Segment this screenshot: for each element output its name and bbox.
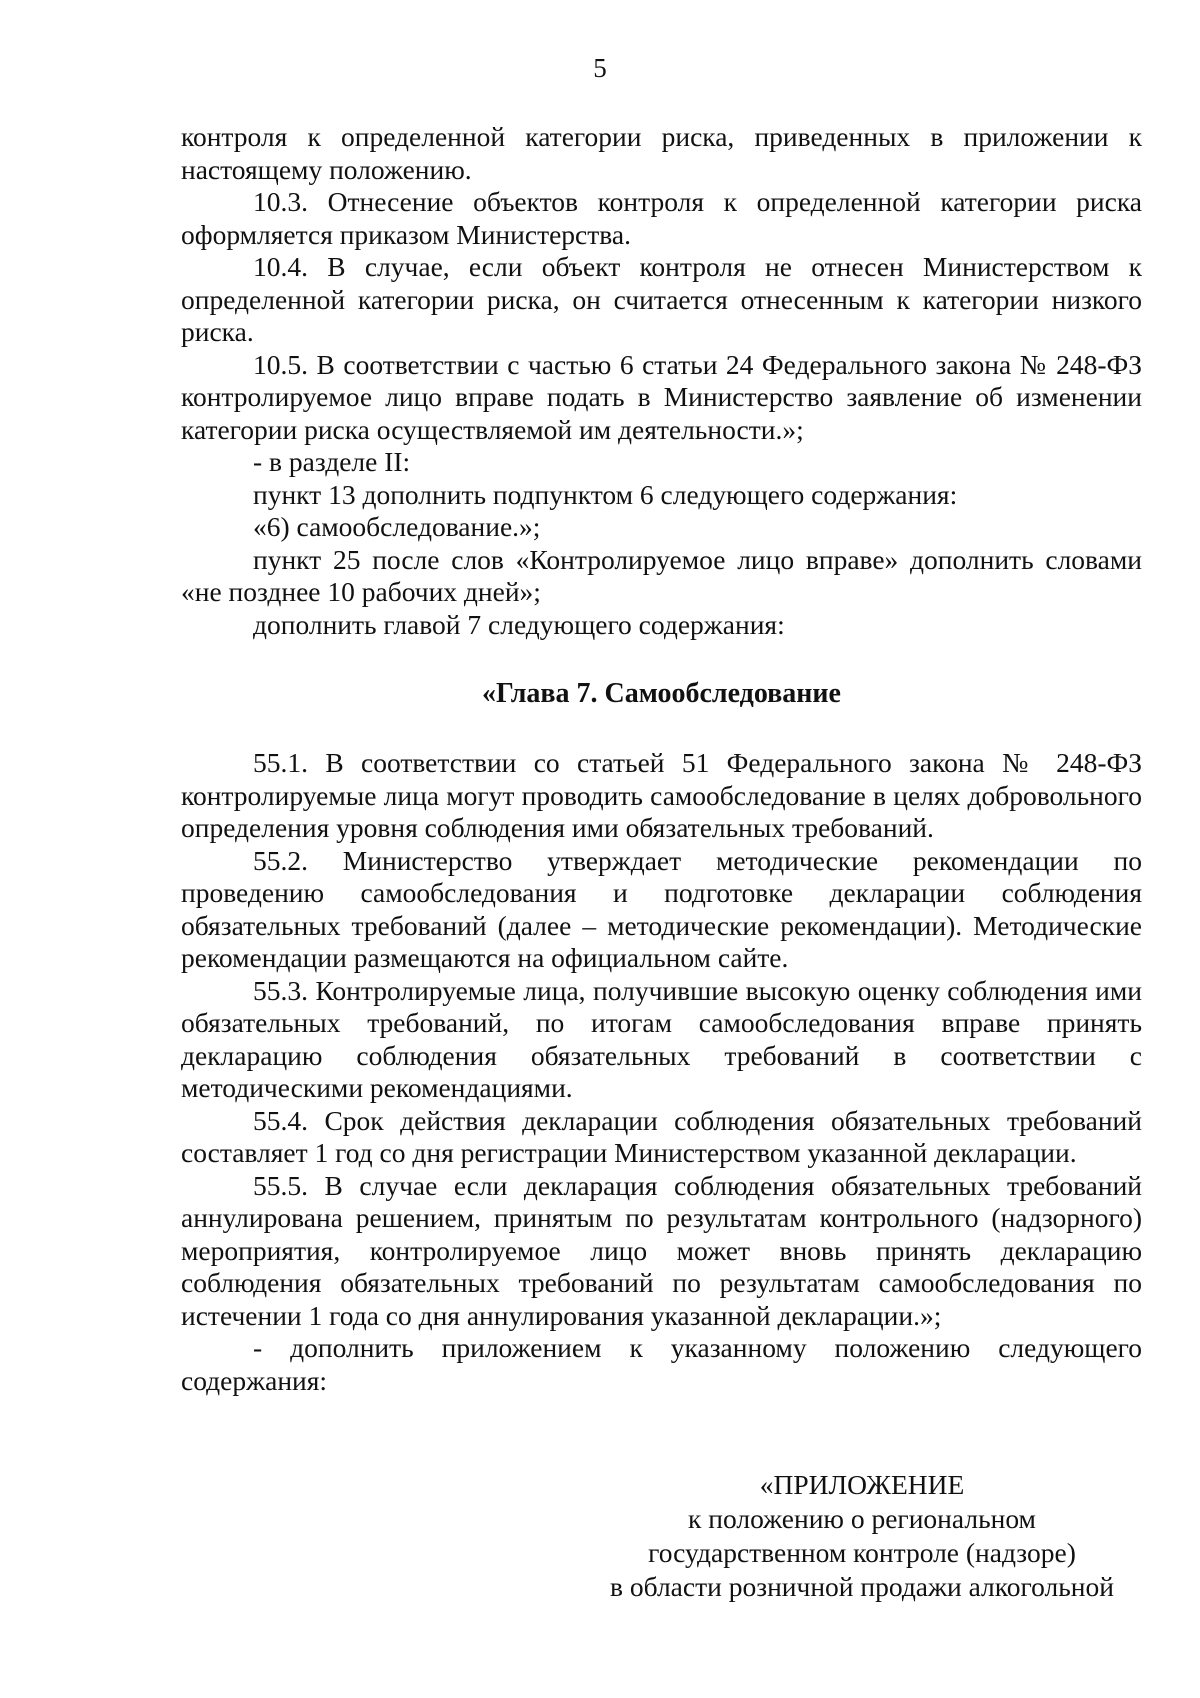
paragraph-add-appendix: - дополнить приложением к указанному положению следующего содержания: — [181, 1332, 1142, 1396]
appendix-title: «ПРИЛОЖЕНИЕ — [759, 1469, 965, 1500]
paragraph-10-3: 10.3. Отнесение объектов контроля к определенной категории риска оформляется приказом Министерства. — [181, 186, 1142, 250]
chapter-heading: «Глава 7. Самообследование — [482, 678, 841, 709]
appendix-line: в области розничной продажи алкогольной — [610, 1571, 1114, 1602]
paragraph-10-5: 10.5. В соответствии с частью 6 статьи 24 Федерального закона № 248-ФЗ контролируемое лицо вправе подать в Министерство заявление об изменении категории риска осуществляемой им деятельности.»; — [181, 348, 1142, 445]
appendix-line: государственном контроле (надзоре) — [648, 1537, 1076, 1568]
paragraph: контроля к определенной категории риска, приведенных в приложении к настоящему положению. — [181, 121, 1142, 185]
paragraph-subitem-6: «6) самообследование.»; — [253, 511, 541, 542]
appendix-line: к положению о региональном — [688, 1503, 1036, 1534]
paragraph-55-4: 55.4. Срок действия декларации соблюдения обязательных требований составляет 1 год со дня регистрации Министерством указанной декларации. — [181, 1104, 1142, 1168]
paragraph-55-2: 55.2. Министерство утверждает методические рекомендации по проведению самообследования и подготовке декларации соблюдения обязательных требований (далее – методические рекомендации). Методические рекомендации размещаются на официальном сайте. — [181, 844, 1142, 973]
paragraph-55-5: 55.5. В случае если декларация соблюдения обязательных требований аннулирована решением, принятым по результатам контрольного (надзорного) мероприятия, контролируемое лицо может вновь принять декларацию соблюдения обязательных требований по результатам самообследования по истечении 1 года со дня аннулирования указанной декларации.»; — [181, 1169, 1142, 1331]
paragraph-item-25: пункт 25 после слов «Контролируемое лицо вправе» дополнить словами «не позднее 10 рабочих дней»; — [181, 543, 1142, 607]
document-body — [181, 121, 1142, 1397]
paragraph-section-ii: - в разделе II: — [253, 446, 411, 477]
paragraph-55-3: 55.3. Контролируемые лица, получившие высокую оценку соблюдения ими обязательных требований, по итогам самообследования вправе принять декларацию соблюдения обязательных требований в соответствии с методическими рекомендациями. — [181, 974, 1142, 1103]
page-number: 5 — [593, 53, 607, 83]
appendix-header — [582, 1468, 1142, 1604]
paragraph-55-1: 55.1. В соответствии со статьей 51 Федерального закона № 248-ФЗ контролируемые лица могут проводить самообследование в целях добровольного определения уровня соблюдения ими обязательных требований. — [181, 747, 1142, 843]
paragraph-item-13: пункт 13 дополнить подпунктом 6 следующего содержания: — [253, 478, 958, 510]
paragraph-10-4: 10.4. В случае, если объект контроля не отнесен Министерством к определенной категории риска, он считается отнесенным к категории низкого риска. — [181, 251, 1142, 347]
paragraph-add-chapter: дополнить главой 7 следующего содержания: — [253, 608, 785, 640]
